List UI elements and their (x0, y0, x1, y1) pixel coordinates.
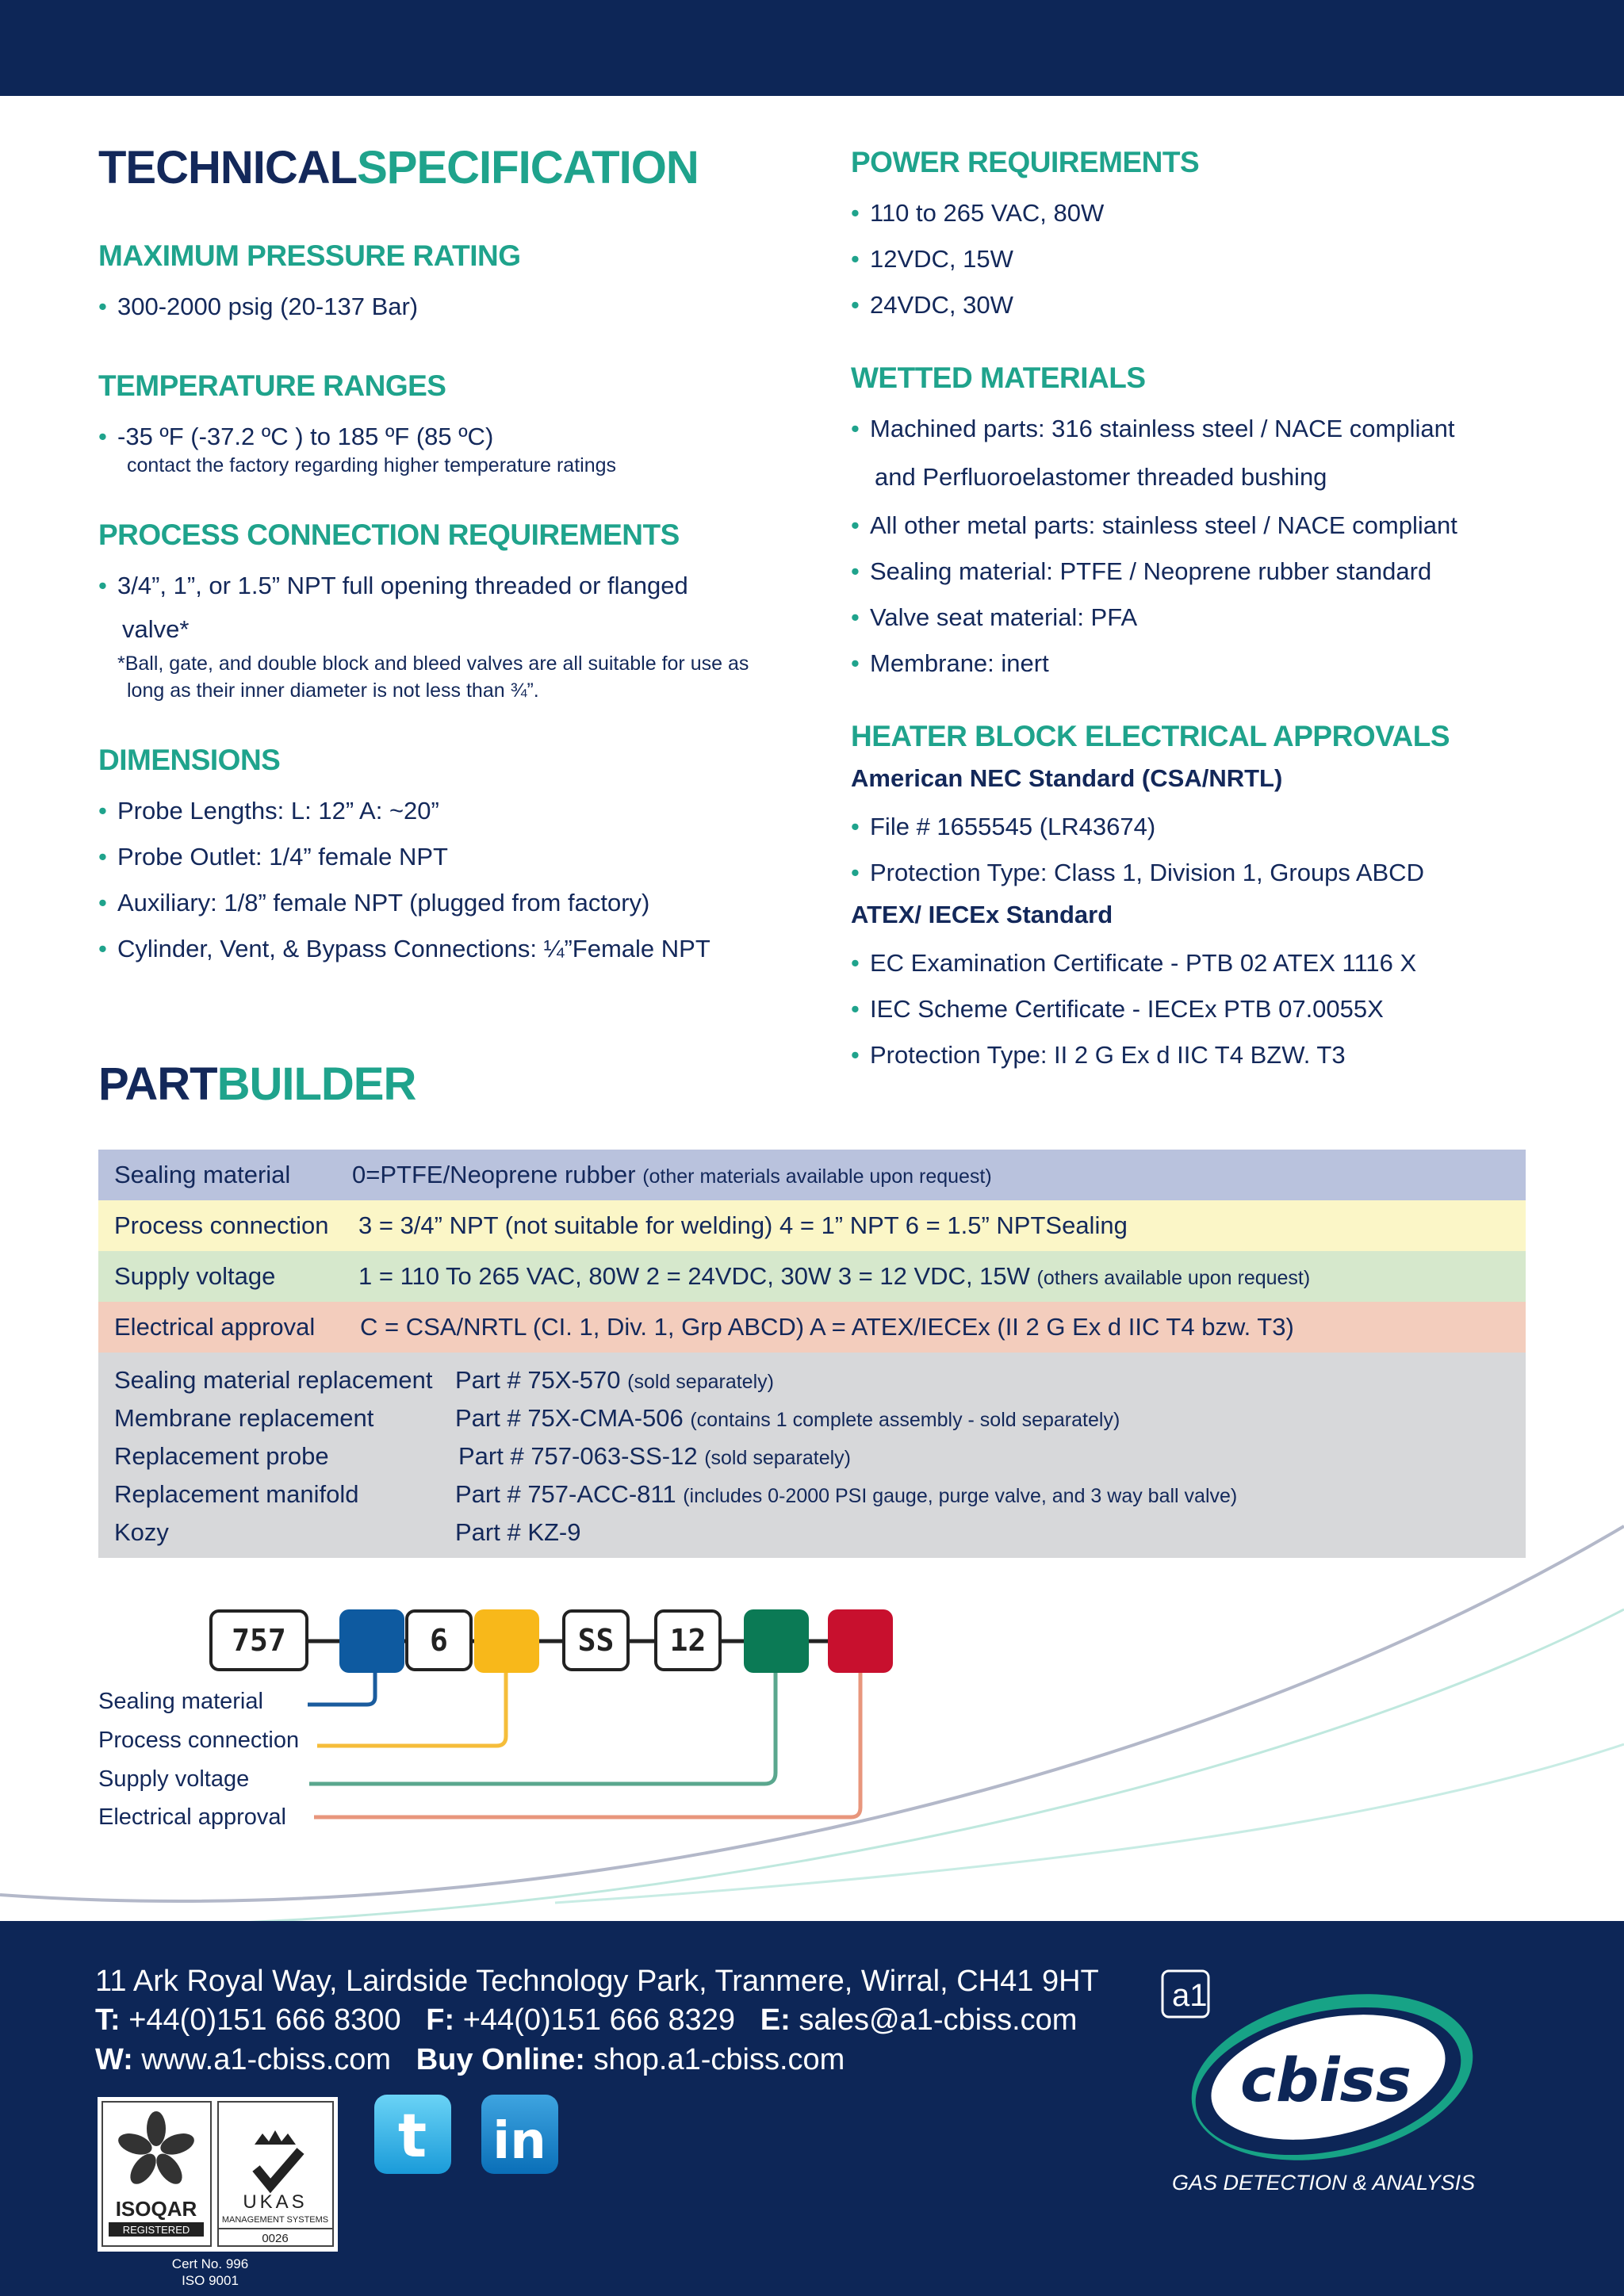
phone: +44(0)151 666 8300 (128, 2003, 401, 2037)
color-code-box-approval (828, 1609, 893, 1673)
isoqar-ukas-icon (98, 2097, 338, 2252)
svg-text:in: in (492, 2112, 546, 2171)
footer-web-line: W: www.a1-cbiss.com Buy Online: shop.a1-cbiss.com (95, 2043, 845, 2076)
replacement-line: Replacement probe Part # 757-063-SS-12 (sold separately) (114, 1442, 852, 1470)
dimension-item: • Probe Lengths: L: 12” A: ~20” (98, 788, 796, 834)
heater-heading: HEATER BLOCK ELECTRICAL APPROVALS (851, 720, 1450, 752)
row-note: (other materials available upon request) (642, 1165, 992, 1188)
footer-address: 11 Ark Royal Way, Lairdside Technology Park, Tranmere, Wirral, CH41 9HT (95, 1965, 1099, 1998)
wetted-item: • Valve seat material: PFA (851, 595, 1565, 641)
row-value: C = CSA/NRTL (CI. 1, Div. 1, Grp ABCD) A = ATEX/IECEx (II 2 G Ex d IIC T4 bzw. T3) (360, 1313, 1294, 1341)
power-item: • 24VDC, 30W (851, 282, 1565, 328)
svg-text:MANAGEMENT SYSTEMS: MANAGEMENT SYSTEMS (221, 2215, 329, 2225)
row-value: 0=PTFE/Neoprene rubber (352, 1161, 636, 1188)
replacement-line: Membrane replacement Part # 75X-CMA-506 (contains 1 complete assembly - sold separately) (114, 1404, 1120, 1432)
twitter-icon[interactable] (374, 2095, 451, 2174)
temperature-note: contact the factory regarding higher temperature ratings (127, 453, 617, 476)
row-value: 3 = 3/4” NPT (not suitable for welding) 4 = 1” NPT 6 = 1.5” NPTSealing (358, 1211, 1128, 1239)
atex-standard-heading: ATEX/ IECEx Standard (851, 901, 1113, 928)
color-code-box-sealing (339, 1609, 404, 1673)
certification-logos (98, 2097, 338, 2252)
diagram-label: Sealing material (98, 1689, 263, 1714)
technical-specification-title: TECHNICALSPECIFICATION (98, 142, 699, 193)
heater-item: • IEC Scheme Certificate - IECEx PTB 07.0055X (851, 986, 1565, 1032)
dimensions-heading: DIMENSIONS (98, 743, 281, 776)
diagram-label: Electrical approval (98, 1804, 286, 1830)
code-box-6: 6 (405, 1609, 473, 1671)
row-label: Sealing material (114, 1161, 291, 1188)
shop-link[interactable]: shop.a1-cbiss.com (593, 2043, 845, 2076)
cbiss-logo-icon (1158, 1966, 1491, 2164)
row-label: Electrical approval (114, 1313, 316, 1341)
temperature-heading: TEMPERATURE RANGES (98, 369, 446, 402)
code-box-757: 757 (209, 1609, 308, 1671)
code-box-ss: SS (562, 1609, 630, 1671)
svg-text:REGISTERED: REGISTERED (122, 2224, 190, 2236)
wetted-item-cont: and Perfluoroelastomer threaded bushing (875, 463, 1327, 491)
heater-item: • Protection Type: II 2 G Ex d IIC T4 BZW. T3 (851, 1032, 1565, 1078)
process-item: • 3/4”, 1”, or 1.5” NPT full opening threaded or flanged (98, 563, 796, 609)
code-box-12: 12 (654, 1609, 722, 1671)
color-code-box-process (474, 1609, 539, 1673)
svg-text:UKAS: UKAS (243, 2191, 308, 2213)
svg-text:t: t (397, 2100, 427, 2171)
row-note: (others available upon request) (1036, 1267, 1311, 1289)
diagram-label: Process connection (98, 1728, 300, 1753)
nec-standard-heading: American NEC Standard (CSA/NRTL) (851, 764, 1283, 792)
pressure-heading: MAXIMUM PRESSURE RATING (98, 239, 521, 272)
website-link[interactable]: www.a1-cbiss.com (141, 2043, 392, 2076)
certificate-number: Cert No. 996 ISO 9001 (171, 2256, 249, 2288)
wetted-heading: WETTED MATERIALS (851, 362, 1146, 394)
heater-item: • File # 1655545 (LR43674) (851, 804, 1565, 850)
wetted-item: • Membrane: inert (851, 641, 1565, 687)
svg-text:ISOQAR: ISOQAR (115, 2197, 197, 2221)
wetted-item: • Sealing material: PTFE / Neoprene rubber standard (851, 549, 1565, 595)
power-item: • 110 to 265 VAC, 80W (851, 190, 1565, 236)
process-heading: PROCESS CONNECTION REQUIREMENTS (98, 518, 680, 551)
dimension-item: • Auxiliary: 1/8” female NPT (plugged from factory) (98, 880, 796, 926)
wetted-item: • All other metal parts: stainless steel / NACE compliant (851, 503, 1565, 549)
pressure-item: • 300-2000 psig (20-137 Bar) (98, 284, 796, 330)
svg-text:0026: 0026 (262, 2232, 289, 2245)
svg-text:cbiss: cbiss (1240, 2045, 1411, 2115)
diagram-label: Supply voltage (98, 1766, 250, 1792)
partbuilder-title: PARTBUILDER (98, 1058, 416, 1110)
power-heading: POWER REQUIREMENTS (851, 146, 1200, 178)
linkedin-icon[interactable] (481, 2095, 558, 2174)
power-item: • 12VDC, 15W (851, 236, 1565, 282)
replacement-line: Sealing material replacement Part # 75X-570 (sold separately) (114, 1366, 774, 1394)
heater-item: • EC Examination Certificate - PTB 02 ATEX 1116 X (851, 940, 1565, 986)
row-label: Process connection (114, 1211, 329, 1239)
dimension-item: • Probe Outlet: 1/4” female NPT (98, 834, 796, 880)
replacement-line: Kozy Part # KZ-9 (114, 1518, 581, 1546)
email-link[interactable]: sales@a1-cbiss.com (799, 2003, 1078, 2037)
row-value: 1 = 110 To 265 VAC, 80W 2 = 24VDC, 30W 3 = 12 VDC, 15W (358, 1262, 1030, 1290)
fax: +44(0)151 666 8329 (462, 2003, 736, 2037)
dimension-item: • Cylinder, Vent, & Bypass Connections: ¼”Female NPT (98, 926, 796, 972)
heater-item: • Protection Type: Class 1, Division 1, Groups ABCD (851, 850, 1565, 896)
replacement-line: Replacement manifold Part # 757-ACC-811 (includes 0-2000 PSI gauge, purge valve, and 3 way ball valve) (114, 1480, 1238, 1508)
process-note-2: long as their inner diameter is not less than ¾”. (127, 679, 539, 702)
process-note-1: *Ball, gate, and double block and bleed valves are all suitable for use as (117, 652, 749, 675)
temperature-item: • -35 ºF (-37.2 ºC ) to 185 ºF (85 ºC) (98, 414, 796, 460)
row-label: Supply voltage (114, 1262, 276, 1290)
process-item-cont: valve* (122, 614, 190, 643)
wetted-item: • Machined parts: 316 stainless steel / NACE compliant (851, 406, 1565, 452)
tagline: GAS DETECTION & ANALYSIS (1172, 2171, 1476, 2195)
svg-text:a1: a1 (1172, 1978, 1208, 2013)
color-code-box-voltage (744, 1609, 809, 1673)
footer-contact-line: T: +44(0)151 666 8300 F: +44(0)151 666 8329 E: sales@a1-cbiss.com (95, 2003, 1078, 2037)
